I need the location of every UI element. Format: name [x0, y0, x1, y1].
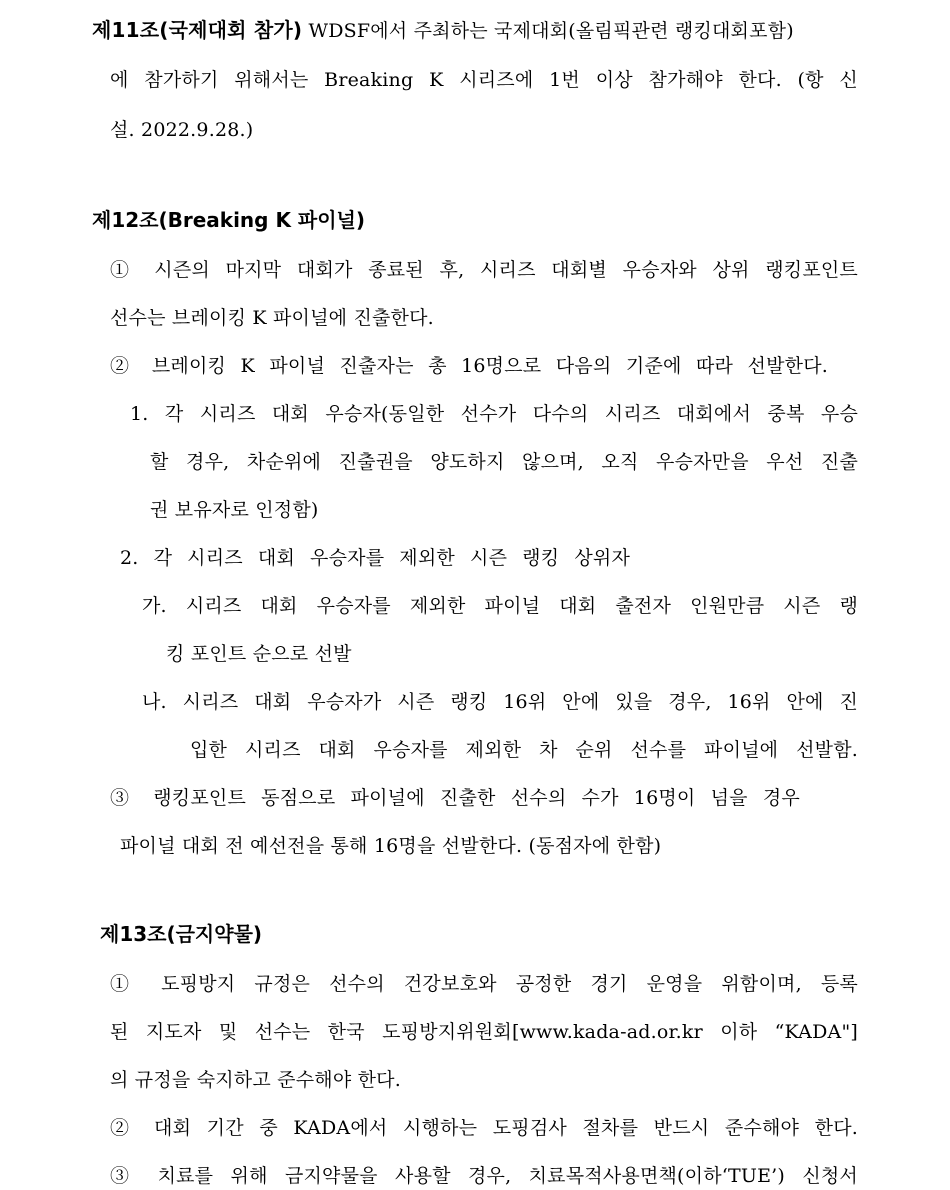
article-12-title: 제12조(Breaking K 파이널) [92, 208, 366, 232]
article-12-sub-a-line-2: 킹 포인트 순으로 선발 [166, 643, 352, 665]
article-13-para-1-line-1: ① 도핑방지 규정은 선수의 건강보호와 공정한 경기 운영을 위함이며, 등록 [110, 973, 858, 995]
article-13-para-2-line-1: ② 대회 기간 중 KADA에서 시행하는 도핑검사 절차를 반드시 준수해야 한다. [110, 1117, 858, 1139]
article-11-line-1: WDSF에서 주최하는 국제대회(올림픽관련 랭킹대회포함) [302, 20, 794, 42]
article-11-line-3: 설. 2022.9.28.) [110, 119, 254, 141]
article-12-sub-b-line-2: 입한 시리즈 대회 우승자를 제외한 차 순위 선수를 파이널에 선발함. [190, 739, 858, 761]
article-12-para-1-line-2: 선수는 브레이킹 K 파이널에 진출한다. [110, 307, 434, 329]
article-11-line-2: 에 참가하기 위해서는 Breaking K 시리즈에 1번 이상 참가해야 한다. (항 신 [110, 69, 858, 91]
article-12-para-3-line-1: ③ 랭킹포인트 동점으로 파이널에 진출한 선수의 수가 16명이 넘을 경우 [110, 787, 800, 809]
article-12-item-2-line-1: 2. 각 시리즈 대회 우승자를 제외한 시즌 랭킹 상위자 [120, 547, 630, 569]
article-13-para-1-line-2: 된 지도자 및 선수는 한국 도핑방지위원회[www.kada-ad.or.kr 이하 “KADA"] [110, 1021, 858, 1043]
article-13-para-1-line-3: 의 규정을 숙지하고 준수해야 한다. [110, 1069, 401, 1091]
article-11-title: 제11조(국제대회 참가) [92, 18, 303, 42]
article-12-item-1-line-3: 권 보유자로 인정함) [150, 499, 319, 521]
article-12-para-2-line-1: ② 브레이킹 K 파이널 진출자는 총 16명으로 다음의 기준에 따라 선발한다. [110, 355, 828, 377]
article-12-item-1-line-2: 할 경우, 차순위에 진출권을 양도하지 않으며, 오직 우승자만을 우선 진출 [150, 451, 858, 473]
article-12-para-3-line-2: 파이널 대회 전 예선전을 통해 16명을 선발한다. (동점자에 한함) [120, 835, 662, 857]
article-12-para-1-line-1: ① 시즌의 마지막 대회가 종료된 후, 시리즈 대회별 우승자와 상위 랭킹포인트 [110, 259, 858, 281]
article-12-sub-b-line-1: 나. 시리즈 대회 우승자가 시즌 랭킹 16위 안에 있을 경우, 16위 안에 진 [142, 691, 858, 713]
article-12-sub-a-line-1: 가. 시리즈 대회 우승자를 제외한 파이널 대회 출전자 인원만큼 시즌 랭 [142, 595, 858, 617]
article-13-title: 제13조(금지약물) [100, 922, 263, 946]
article-13-para-3-line-1: ③ 치료를 위해 금지약물을 사용할 경우, 치료목적사용면책(이하‘TUE’) 신청서 [110, 1165, 858, 1187]
article-12-item-1-line-1: 1. 각 시리즈 대회 우승자(동일한 선수가 다수의 시리즈 대회에서 중복 우승 [130, 403, 858, 425]
article-11-first-line [92, 16, 794, 45]
